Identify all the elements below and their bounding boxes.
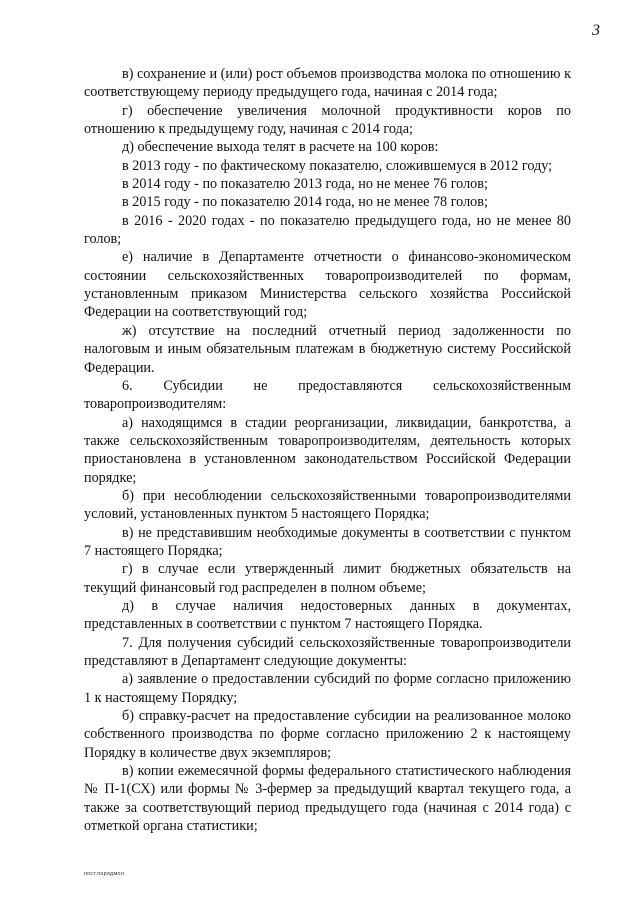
paragraph-7a: а) заявление о предоставлении субсидий по форме согласно приложению 1 к настоящему Порядку;	[84, 671, 571, 706]
paragraph-2016-2020: в 2016 - 2020 годах - по показателю предыдущего года, но не менее 80 голов;	[84, 212, 571, 248]
paragraph-7-documents: 7. Для получения субсидий сельскохозяйственные товаропроизводители представляют в Департамент следующие документы:	[84, 634, 571, 669]
footer-file-code: пост.порядмол	[84, 871, 124, 877]
paragraph-2015: в 2015 году - по показателю 2014 года, но не менее 78 голов;	[122, 194, 488, 211]
paragraph-6a: а) находящимся в стадии реорганизации, ликвидации, банкротства, а также сельскохозяйственным товаропроизводителям, деятельность которых приостановлена в установленном законодательством Российской Федерации порядке;	[84, 414, 571, 486]
paragraph-6v: в) не представившим необходимые документы в соответствии с пунктом 7 настоящего Порядка;	[84, 524, 571, 559]
paragraph-d-calves: д) обеспечение выхода телят в расчете на 100 коров:	[122, 139, 439, 156]
paragraph-6b: б) при несоблюдении сельскохозяйственными товаропроизводителями условий, установленных пунктом 5 настоящего Порядка;	[84, 487, 571, 523]
paragraph-6d: д) в случае наличия недостоверных данных в документах, представленных в соответствии с пунктом 7 настоящего Порядка.	[84, 597, 571, 633]
paragraph-e-reporting: е) наличие в Департаменте отчетности о финансово-экономическом состоянии сельскохозяйственных товаропроизводителей по формам, установленным приказом Министерства сельского хозяйства Российской Федерации на соответствующий год;	[84, 249, 571, 321]
paragraph-2013: в 2013 году - по фактическому показателю, сложившемуся в 2012 году;	[122, 157, 553, 174]
page-number: 3	[592, 22, 600, 39]
paragraph-7v: в) копии ежемесячной формы федерального статистического наблюдения № П-1(СХ) или формы № 3-фермер за предыдущий квартал текущего года, а также за соответствующий период предыдущего года (начиная с 2014 года) с отметкой органа статистики;	[84, 763, 571, 835]
paragraph-zh-no-debt: ж) отсутствие на последний отчетный период задолженности по налоговым и иным обязательным платежам в бюджетную систему Российской Федерации.	[84, 322, 571, 376]
paragraph-2014: в 2014 году - по показателю 2013 года, но не менее 76 голов;	[122, 176, 488, 193]
paragraph-6-not-granted: 6. Субсидии не предоставляются сельскохозяйственным товаропроизводителям:	[84, 377, 571, 413]
paragraph-6g: г) в случае если утвержденный лимит бюджетных обязательств на текущий финансовый год распределен в полном объеме;	[84, 561, 571, 596]
paragraph-v-milk-volume: в) сохранение и (или) рост объемов производства молока по отношению к соответствующему периоду предыдущего года, начиная с 2014 года;	[84, 66, 571, 101]
paragraph-g-productivity: г) обеспечение увеличения молочной продуктивности коров по отношению к предыдущему году, начиная с 2014 года;	[84, 102, 571, 138]
document-body	[84, 65, 571, 835]
paragraph-7b: б) справку-расчет на предоставление субсидии на реализованное молоко собственного производства по форме согласно приложению 2 к настоящему Порядку в количестве двух экземпляров;	[84, 708, 571, 761]
